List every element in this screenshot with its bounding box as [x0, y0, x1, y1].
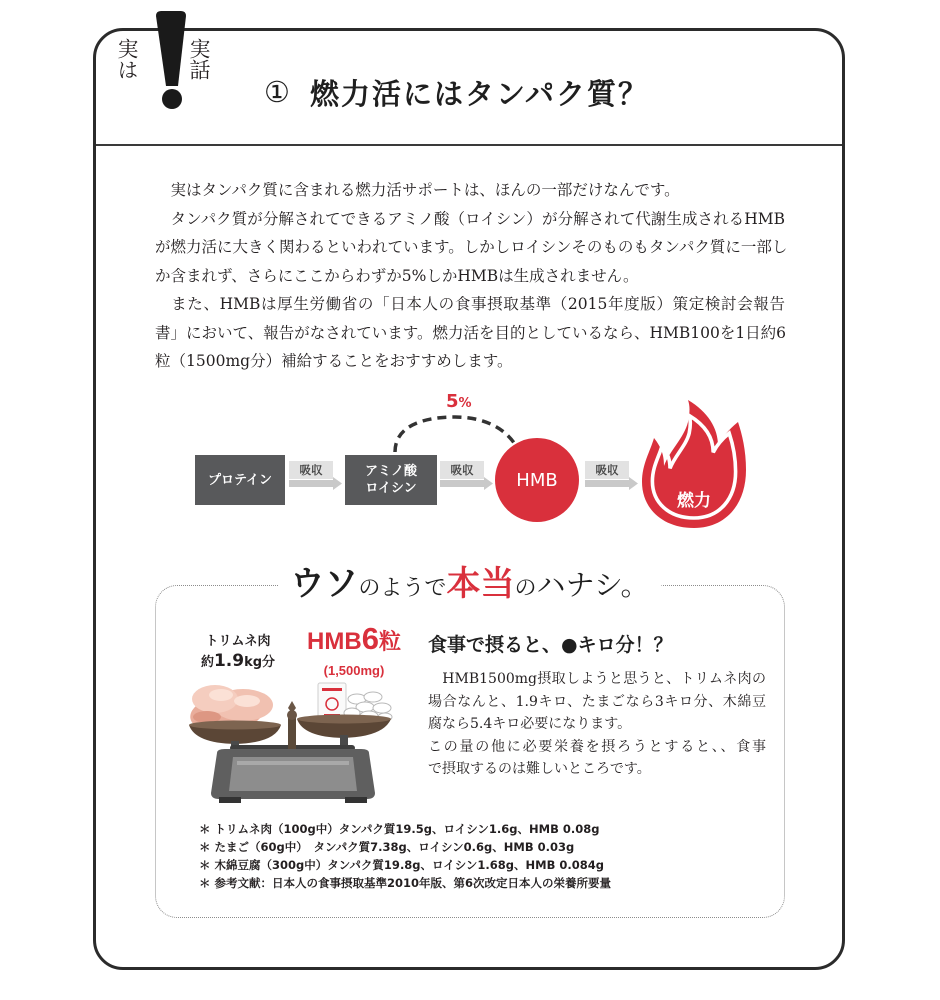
exclamation-icon: [150, 8, 192, 112]
hmb-name: HMB: [307, 628, 362, 655]
story-body-line: で摂取するのは難しいところです。: [428, 761, 651, 777]
absorb-arrow-3: [585, 460, 639, 492]
story-body-line: HMB1500mg摂取しようと思うと、トリムネ肉の: [428, 671, 766, 687]
hmb-dose: (1,500mg): [323, 663, 385, 678]
heading-part-accent: 本当: [446, 565, 515, 603]
story-body: [428, 668, 766, 781]
hmb-dose-row: [298, 622, 410, 662]
intro-text: [155, 176, 788, 376]
hmb-dose-label: [298, 622, 410, 680]
flame-icon: [638, 398, 750, 530]
hmb-step: [495, 438, 579, 522]
scale-post: [288, 715, 296, 749]
story-body-line: 場合なんと、1.9キロ、たまごなら3キロ分、木綿豆: [428, 693, 766, 710]
scale-right-pan: [297, 715, 391, 739]
chicken-amount: [195, 651, 281, 673]
scale-left-pan: [189, 721, 281, 745]
absorb-label: 吸収: [450, 463, 474, 477]
intro-line: また、HMBは厚生労働省の「日本人の食事摂取基準（2015年度版）策定検討会報告: [155, 295, 785, 313]
conversion-unit: %: [458, 396, 472, 411]
amino-acid-label: アミノ酸: [364, 464, 417, 479]
chicken-amount-prefix: 約: [200, 655, 214, 670]
footnote: ＊ トリムネ肉（100g中）タンパク質19.5g、ロイシン1.6g、HMB 0.08g: [199, 822, 600, 836]
footnote: ＊ 参考文献：日本人の食事摂取基準2010年版、第6次改定日本人の栄養所要量: [199, 876, 612, 890]
hmb-count: 6: [361, 621, 379, 656]
chicken-amount-value: 1.9: [213, 651, 245, 671]
header-right-label: 実話: [187, 38, 211, 80]
footnotes: [199, 820, 611, 892]
leucine-label: ロイシン: [365, 481, 417, 496]
absorb-label: 吸収: [595, 463, 619, 477]
hmb-unit: 粒: [378, 629, 401, 654]
intro-line: 書」において、報告がなされています。燃力活を目的としているなら、HMB100を1日約6: [155, 323, 787, 342]
intro-line: か含まれず、さらにここからわずか5%しかHMBは生成されません。: [155, 266, 639, 285]
absorb-label: 吸収: [299, 463, 323, 477]
footnote: ＊ 木綿豆腐（300g中）タンパク質19.8g、ロイシン1.68g、HMB 0.084g: [199, 858, 604, 872]
header-left-label: 実は: [115, 38, 139, 80]
title-text: 燃力活にはタンパク質？: [310, 76, 649, 111]
story-body-line: この量の他に必要栄養を摂ろうとすると、、食事: [428, 738, 766, 755]
protein-label: プロテイン: [207, 472, 273, 488]
header-divider: [96, 144, 842, 146]
heading-part: の: [514, 575, 537, 600]
intro-line: タンパク質が分解されてできるアミノ酸（ロイシン）が分解されて代謝生成されるHMB: [155, 209, 785, 228]
heading-part: のようで: [358, 575, 447, 600]
protein-step: [195, 455, 285, 505]
scale-base: [211, 749, 375, 803]
story-title: 食事で摂ると、●キロ分！？: [428, 634, 673, 656]
chicken-name: トリムネ肉: [205, 634, 271, 649]
page-title: [264, 70, 649, 114]
intro-line: 粒（1500mg分）補給することをおすすめします。: [155, 352, 513, 370]
absorb-arrow-1: [289, 460, 343, 492]
heading-part: ウソ: [290, 565, 359, 603]
heading-part: ハナシ。: [536, 570, 650, 602]
balance-scale-icon: [185, 675, 420, 805]
title-number: ①: [264, 75, 290, 109]
conversion-rate: [446, 391, 472, 412]
intro-line: が燃力活に大きく関わるといわれています。しかしロイシンそのものもタンパク質に一部し: [155, 238, 788, 256]
story-body-line: 腐なら5.4キロ必要になります。: [428, 716, 632, 732]
conversion-value: 5: [446, 391, 459, 412]
chicken-label: [195, 633, 281, 673]
story-heading: [278, 561, 661, 607]
chicken-amount-suffix: kg分: [244, 655, 276, 670]
hmb-label: HMB: [516, 469, 558, 491]
footnote: ＊ たまご（60g中） タンパク質7.38g、ロイシン0.6g、HMB 0.03g: [199, 840, 575, 854]
intro-line: 実はタンパク質に含まれる燃力活サポートは、ほんの一部だけなんです。: [155, 181, 680, 199]
flame-label: 燃力: [677, 491, 711, 511]
